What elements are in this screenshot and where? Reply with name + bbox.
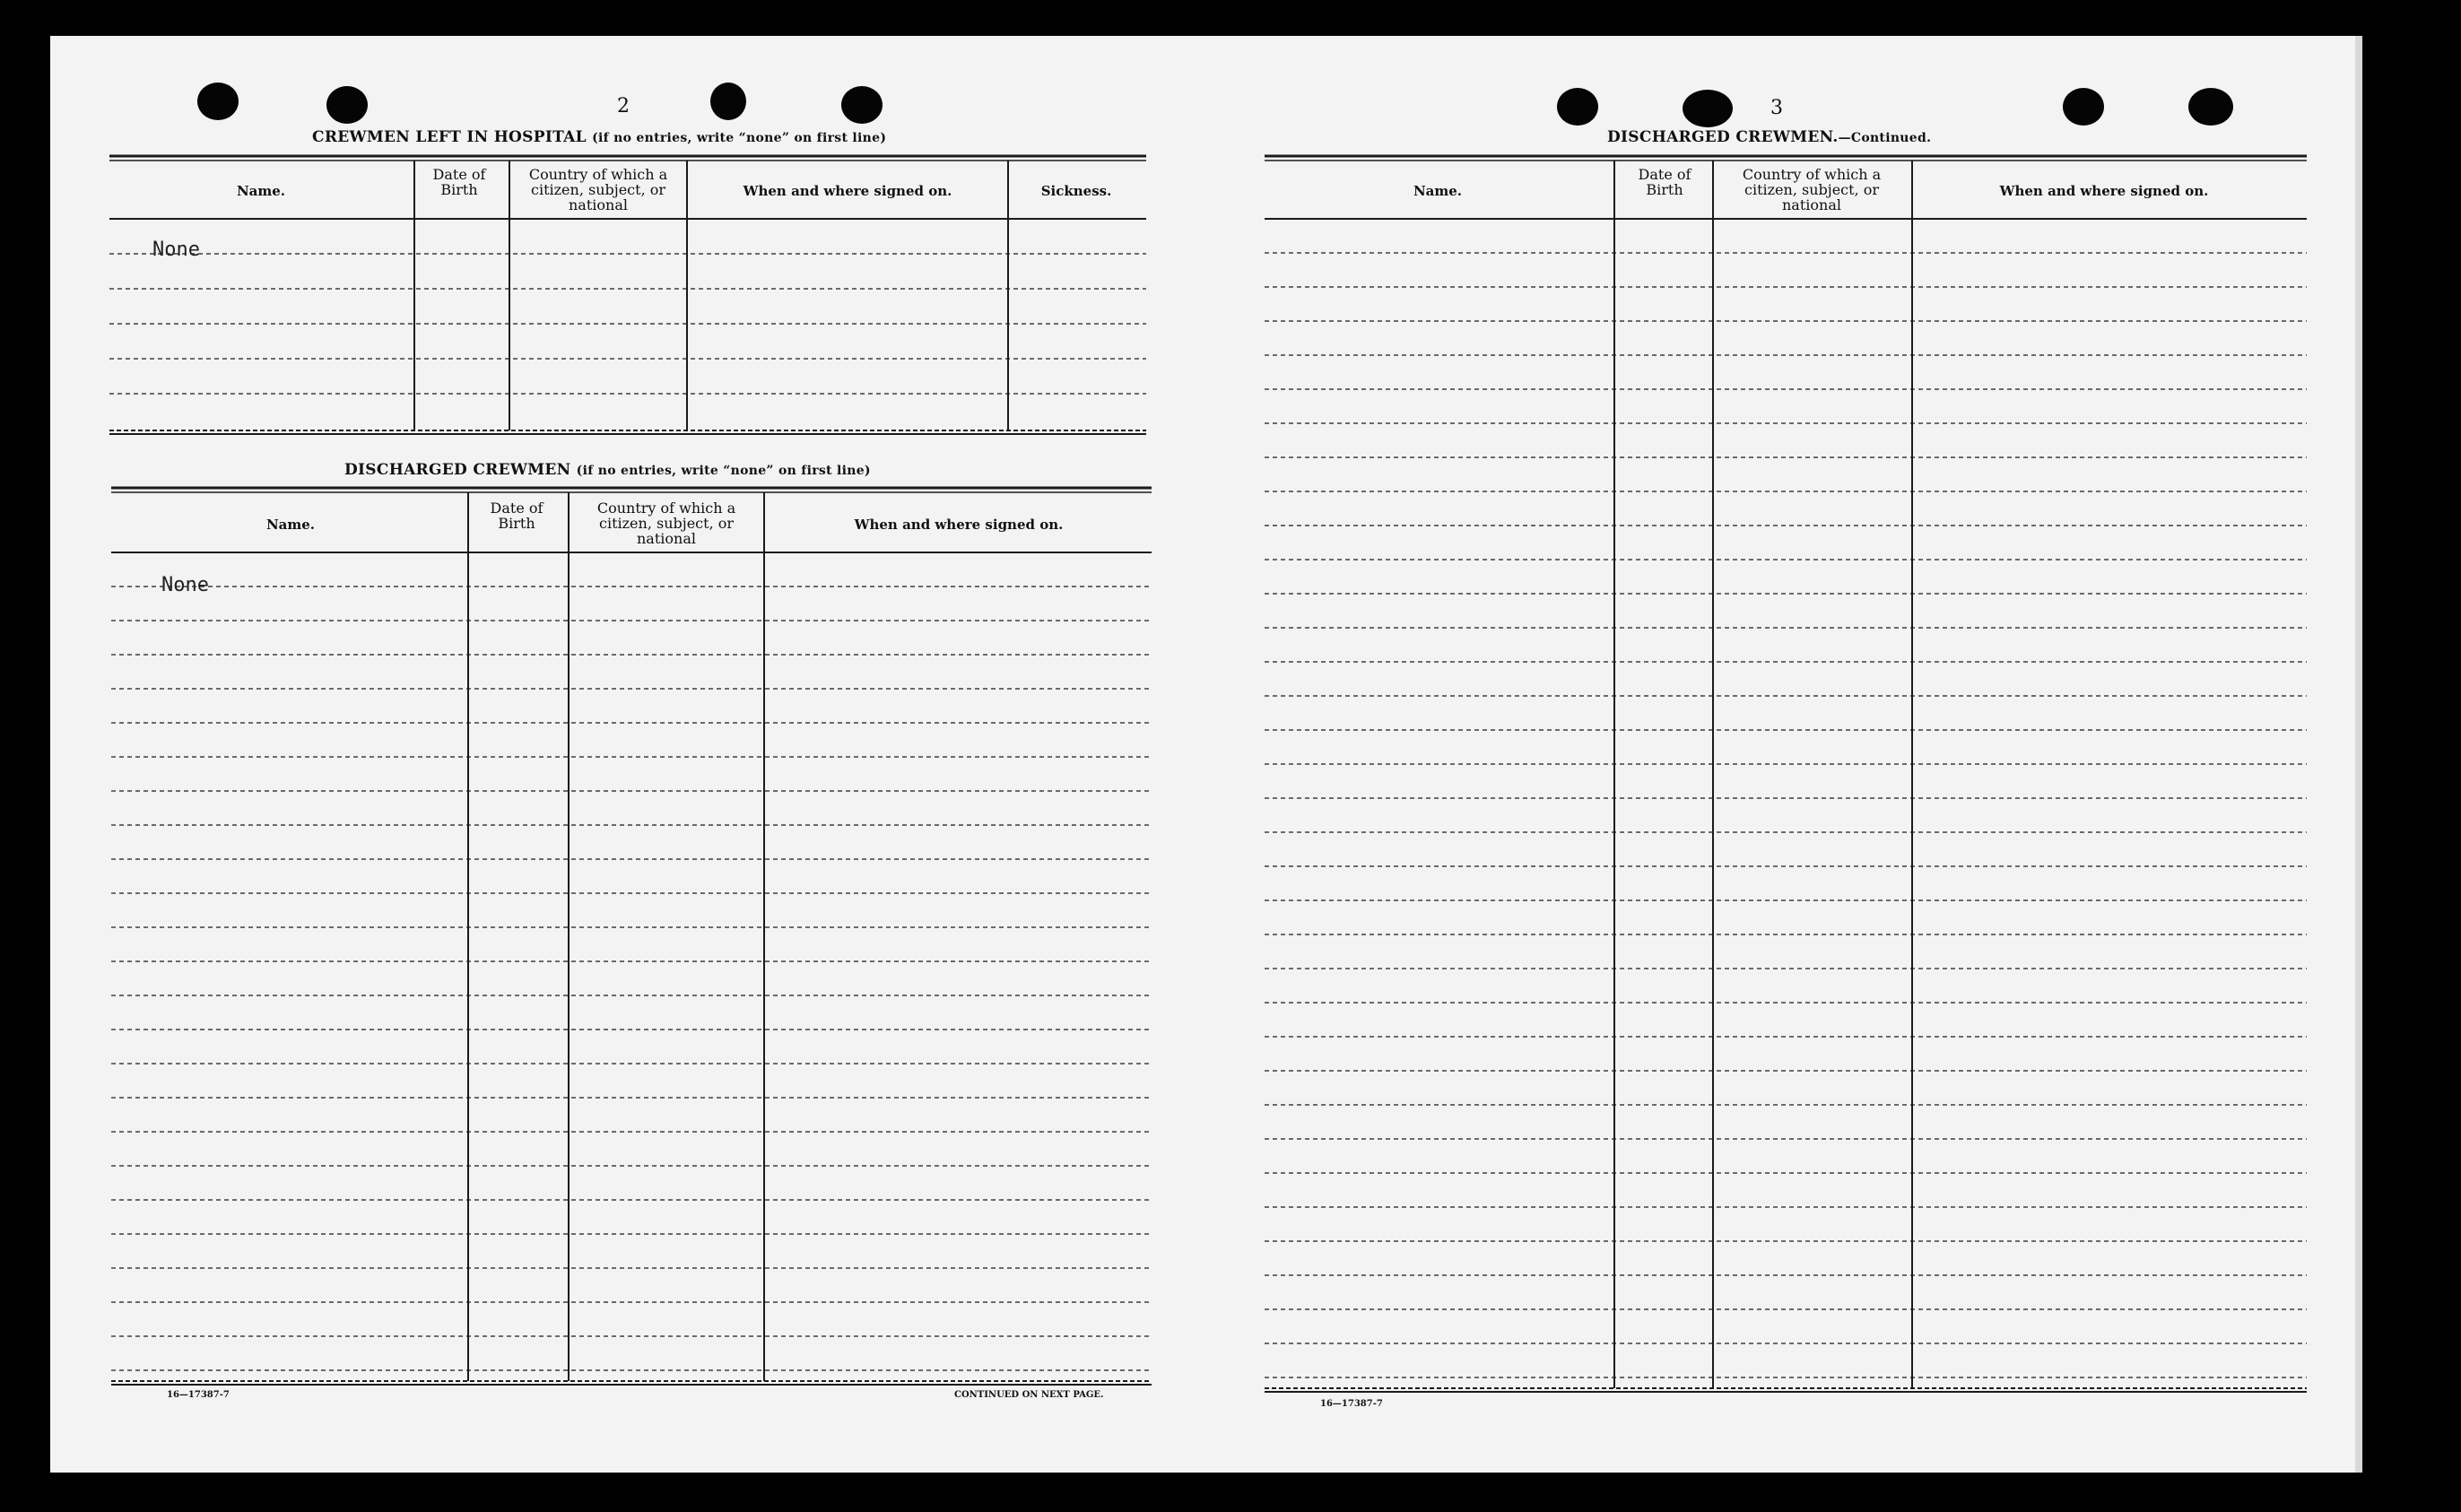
- hospital-col-country-label: Country of which a citizen, subject, or national: [528, 166, 668, 213]
- discharged-title-note: (if no entries, write “none” on first line): [576, 464, 871, 478]
- continued-col-country: [1715, 167, 1909, 213]
- continued-title-note: —Continued.: [1838, 131, 1932, 145]
- discharged-col-dob-label: Date of Birth: [490, 500, 544, 532]
- continued-col-signed: When and where signed on.: [1999, 183, 2209, 199]
- continued-col-name: Name.: [1413, 183, 1463, 199]
- discharged-col-name: Name.: [265, 517, 316, 533]
- discharged-first-entry: None: [161, 574, 209, 596]
- page-number-right: 3: [1770, 97, 1783, 119]
- hospital-col-signed: When and where signed on.: [743, 183, 952, 199]
- discharged-title-main: DISCHARGED CREWMEN: [344, 461, 571, 479]
- hospital-col-name: Name.: [236, 183, 286, 199]
- hospital-title-note: (if no entries, write “none” on first line): [592, 131, 887, 145]
- discharged-col-dob: [472, 500, 561, 531]
- hospital-col-dob: [414, 167, 504, 197]
- discharged-section-title: [344, 461, 871, 479]
- continued-note: CONTINUED ON NEXT PAGE.: [954, 1390, 1104, 1400]
- continued-col-country-label: Country of which a citizen, subject, or national: [1742, 166, 1882, 213]
- discharged-continued-title: [1607, 128, 1931, 146]
- hospital-title-main: CREWMEN LEFT IN HOSPITAL: [312, 128, 587, 146]
- discharged-col-signed: When and where signed on.: [854, 517, 1064, 533]
- hospital-first-entry: None: [152, 239, 200, 261]
- discharged-col-country: [572, 500, 761, 546]
- hospital-col-country: [513, 167, 683, 213]
- continued-title-main: DISCHARGED CREWMEN.: [1607, 128, 1839, 146]
- form-number-left: 16—17387-7: [167, 1390, 230, 1400]
- discharged-col-country-label: Country of which a citizen, subject, or national: [596, 500, 736, 547]
- form-number-right: 16—17387-7: [1320, 1399, 1383, 1409]
- page-number-left: 2: [617, 95, 630, 117]
- continued-col-dob: [1616, 167, 1713, 197]
- continued-col-dob-label: Date of Birth: [1638, 166, 1691, 198]
- hospital-section-title: [312, 128, 886, 146]
- hospital-col-dob-label: Date of Birth: [432, 166, 486, 198]
- hospital-col-sickness: Sickness.: [1040, 183, 1112, 199]
